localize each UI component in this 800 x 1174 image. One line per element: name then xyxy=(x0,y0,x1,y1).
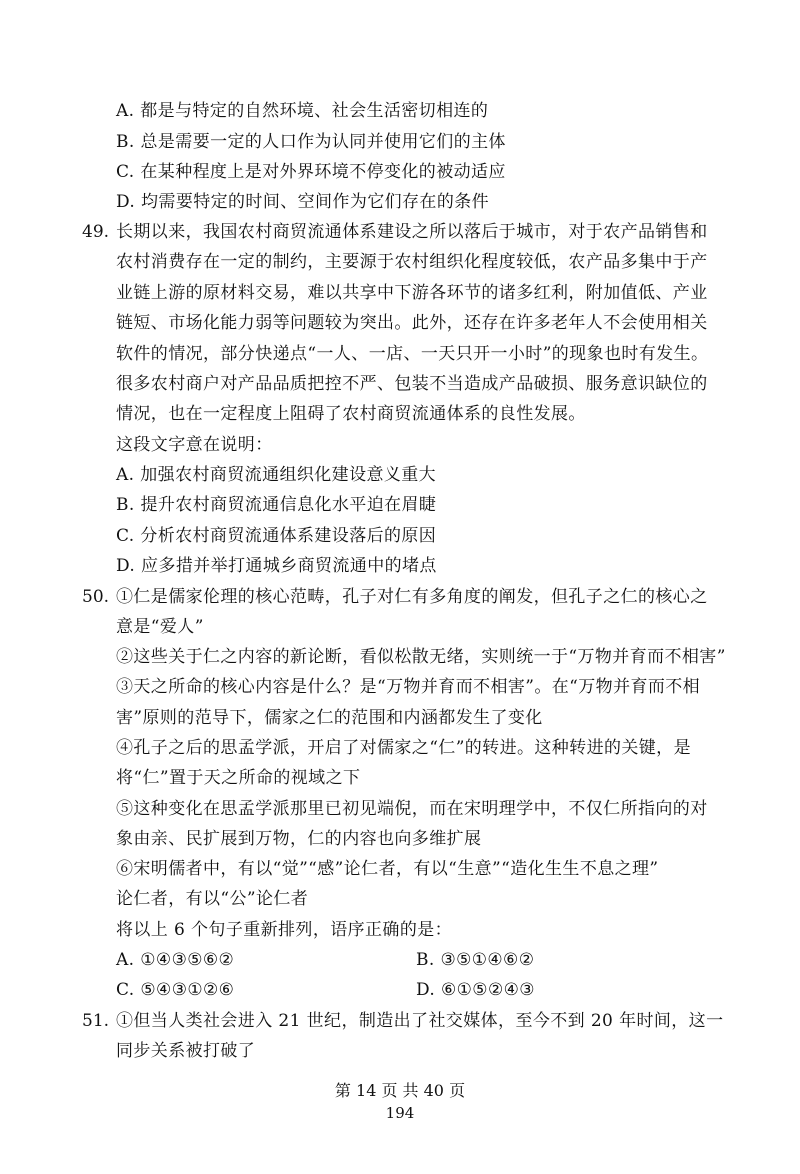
q48-option-d: D. 均需要特定的时间、空间作为它们存在的条件 xyxy=(116,192,490,212)
q50-number: 50. xyxy=(82,587,110,607)
q49-line: 很多农村商户对产品品质把控不严、包装不当造成产品破损、服务意识缺位的 xyxy=(116,374,708,394)
q50-line: 象由亲、民扩展到万物，仁的内容也向多维扩展 xyxy=(116,829,482,849)
q49-line: 业链上游的原材料交易，难以共享中下游各环节的诸多红利，附加值低、产业 xyxy=(116,283,708,303)
q49-line: 农村消费存在一定的制约，主要源于农村组织化程度较低，农产品多集中于产 xyxy=(116,252,708,272)
q50-line: 害”原则的范导下，儒家之仁的范围和内涵都发生了变化 xyxy=(116,708,543,728)
q49-line: 链短、市场化能力弱等问题较为突出。此外，还存在许多老年人不会使用相关 xyxy=(116,313,708,333)
q49-option-c: C. 分析农村商贸流通体系建设落后的原因 xyxy=(116,526,437,546)
q50-line: ②这些关于仁之内容的新论断，看似松散无绪，实则统一于“万物并育而不相害” xyxy=(116,647,726,667)
q48-option-a: A. 都是与特定的自然环境、社会生活密切相连的 xyxy=(116,101,489,121)
q49-line: 情况，也在一定程度上阻碍了农村商贸流通体系的良性发展。 xyxy=(116,404,586,424)
q50-line: 将“仁”置于天之所命的视域之下 xyxy=(116,768,361,788)
q51-line: 同步关系被打破了 xyxy=(116,1041,256,1061)
page-counter: 第 14 页 共 40 页 xyxy=(334,1081,466,1100)
q49-prompt: 这段文字意在说明： xyxy=(116,435,273,455)
q48-option-c: C. 在某种程度上是对外界环境不停变化的被动适应 xyxy=(116,162,506,182)
q50-line: ⑤这种变化在思孟学派那里已初见端倪，而在宋明理学中，不仅仁所指向的对 xyxy=(116,799,708,819)
q49-line: 软件的情况，部分快递点“一人、一店、一天只开一小时”的现象也时有发生。 xyxy=(116,344,709,364)
q49-option-a: A. 加强农村商贸流通组织化建设意义重大 xyxy=(116,465,437,485)
q50-line: ①仁是儒家伦理的核心范畴，孔子对仁有多角度的阐发，但孔子之仁的核心之 xyxy=(116,587,708,607)
page-number: 194 xyxy=(385,1104,415,1122)
q50-option-d: D. ⑥①⑤②④③ xyxy=(416,980,535,1000)
q50-line: 论仁者，有以“公”论仁者 xyxy=(116,889,309,909)
q50-line: ③天之所命的核心内容是什么？是“万物并育而不相害”。在“万物并育而不相 xyxy=(116,677,701,697)
q50-option-a: A. ①④③⑤⑥② xyxy=(116,950,235,970)
q50-line: ④孔子之后的思孟学派，开启了对儒家之“仁”的转进。这种转进的关键，是 xyxy=(116,738,691,758)
q50-option-c: C. ⑤④③①②⑥ xyxy=(116,980,235,1000)
q49-option-b: B. 提升农村商贸流通信息化水平迫在眉睫 xyxy=(116,495,437,515)
q50-line: 意是“爱人” xyxy=(116,617,204,637)
q49-option-d: D. 应多措并举打通城乡商贸流通中的堵点 xyxy=(116,556,437,576)
q50-line: ⑥宋明儒者中，有以“觉”“感”论仁者，有以“生意”“造化生生不息之理” xyxy=(116,859,659,879)
q50-option-b: B. ③⑤①④⑥② xyxy=(416,950,535,970)
q49-number: 49. xyxy=(82,222,110,242)
q51-line: ①但当人类社会进入 21 世纪，制造出了社交媒体，至今不到 20 年时间，这一 xyxy=(116,1011,724,1031)
q48-option-b: B. 总是需要一定的人口作为认同并使用它们的主体 xyxy=(116,132,506,152)
q49-line: 长期以来，我国农村商贸流通体系建设之所以落后于城市，对于农产品销售和 xyxy=(116,222,708,242)
q50-prompt: 将以上 6 个句子重新排列，语序正确的是： xyxy=(116,920,453,940)
q51-number: 51. xyxy=(82,1011,110,1031)
